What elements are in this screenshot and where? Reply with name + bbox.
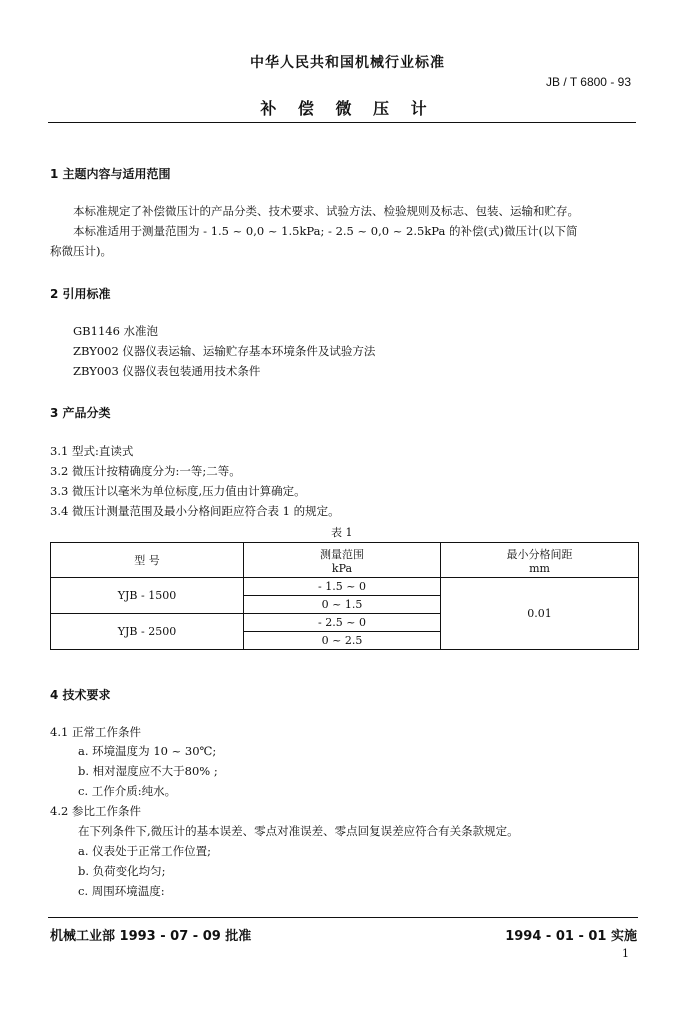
reference-item: ZBY003 仪器仪表包装通用技术条件 [73, 364, 261, 378]
range-cell: 0 ~ 1.5 [244, 596, 441, 614]
table-caption: 表 1 [331, 526, 353, 539]
model-cell: YJB - 2500 [51, 614, 244, 650]
footer-rule [48, 917, 638, 918]
standard-number: JB / T 6800 - 93 [546, 75, 631, 89]
clause-4-2-item: c. 周围环境温度: [78, 884, 165, 898]
section-3-heading: 3 产品分类 [50, 406, 111, 420]
range-cell: - 1.5 ~ 0 [244, 578, 441, 596]
min-division-cell: 0.01 [441, 578, 639, 650]
section-1-paragraph-1: 本标准规定了补偿微压计的产品分类、技术要求、试验方法、检验规则及标志、包装、运输和贮存。 [73, 204, 579, 218]
reference-item: ZBY002 仪器仪表运输、运输贮存基本环境条件及试验方法 [73, 344, 376, 358]
range-cell: - 2.5 ~ 0 [244, 614, 441, 632]
effective-date: 1994 - 01 - 01 实施 [505, 929, 637, 944]
org-title: 中华人民共和国机械行业标准 [250, 55, 445, 71]
clause-4-2-item: b. 负荷变化均匀; [78, 864, 166, 878]
clause-4-1-item: b. 相对湿度应不大于80% ; [78, 764, 218, 778]
clause-4-2-text: 在下列条件下,微压计的基本误差、零点对准误差、零点回复误差应符合有关条款规定。 [78, 824, 519, 838]
header-min-division [441, 543, 639, 578]
range-cell: 0 ~ 2.5 [244, 632, 441, 650]
section-1-paragraph-2: 本标准适用于测量范围为 - 1.5 ~ 0,0 ~ 1.5kPa; - 2.5 ~ 0,0 ~ 2.5kPa 的补偿(式)微压计(以下简 [73, 224, 578, 238]
approval-line: 机械工业部 1993 - 07 - 09 批准 [50, 929, 252, 944]
section-1-paragraph-2-cont: 称微压计)。 [50, 244, 112, 258]
table-header-row [51, 543, 639, 578]
clause-3-1: 3.1 型式:直读式 [50, 444, 134, 458]
section-4-heading: 4 技术要求 [50, 688, 111, 702]
clause-3-2: 3.2 微压计按精确度分为:一等;二等。 [50, 464, 241, 478]
spec-table [50, 542, 639, 650]
section-2-heading: 2 引用标准 [50, 287, 111, 301]
header-min-division-unit: mm [529, 561, 550, 575]
table-row [51, 578, 639, 596]
model-cell: YJB - 1500 [51, 578, 244, 614]
page-number: 1 [622, 947, 629, 960]
clause-4-2: 4.2 参比工作条件 [50, 804, 141, 818]
reference-item: GB1146 水准泡 [73, 324, 159, 338]
clause-4-1: 4.1 正常工作条件 [50, 725, 141, 739]
document-title: 补 偿 微 压 计 [260, 99, 435, 118]
clause-4-1-item: a. 环境温度为 10 ~ 30℃; [78, 744, 217, 758]
clause-4-2-item: a. 仪表处于正常工作位置; [78, 844, 212, 858]
section-1-heading: 1 主题内容与适用范围 [50, 167, 171, 181]
clause-3-4: 3.4 微压计测量范围及最小分格间距应符合表 1 的规定。 [50, 504, 340, 518]
header-model: 型 号 [51, 543, 244, 578]
header-min-division-label: 最小分格间距 [506, 547, 573, 561]
header-range-unit: kPa [331, 561, 353, 575]
header-range-label: 测量范围 [320, 547, 364, 561]
header-rule [48, 122, 636, 123]
clause-4-1-item: c. 工作介质:纯水。 [78, 784, 177, 798]
header-range [244, 543, 441, 578]
clause-3-3: 3.3 微压计以毫米为单位标度,压力值由计算确定。 [50, 484, 306, 498]
